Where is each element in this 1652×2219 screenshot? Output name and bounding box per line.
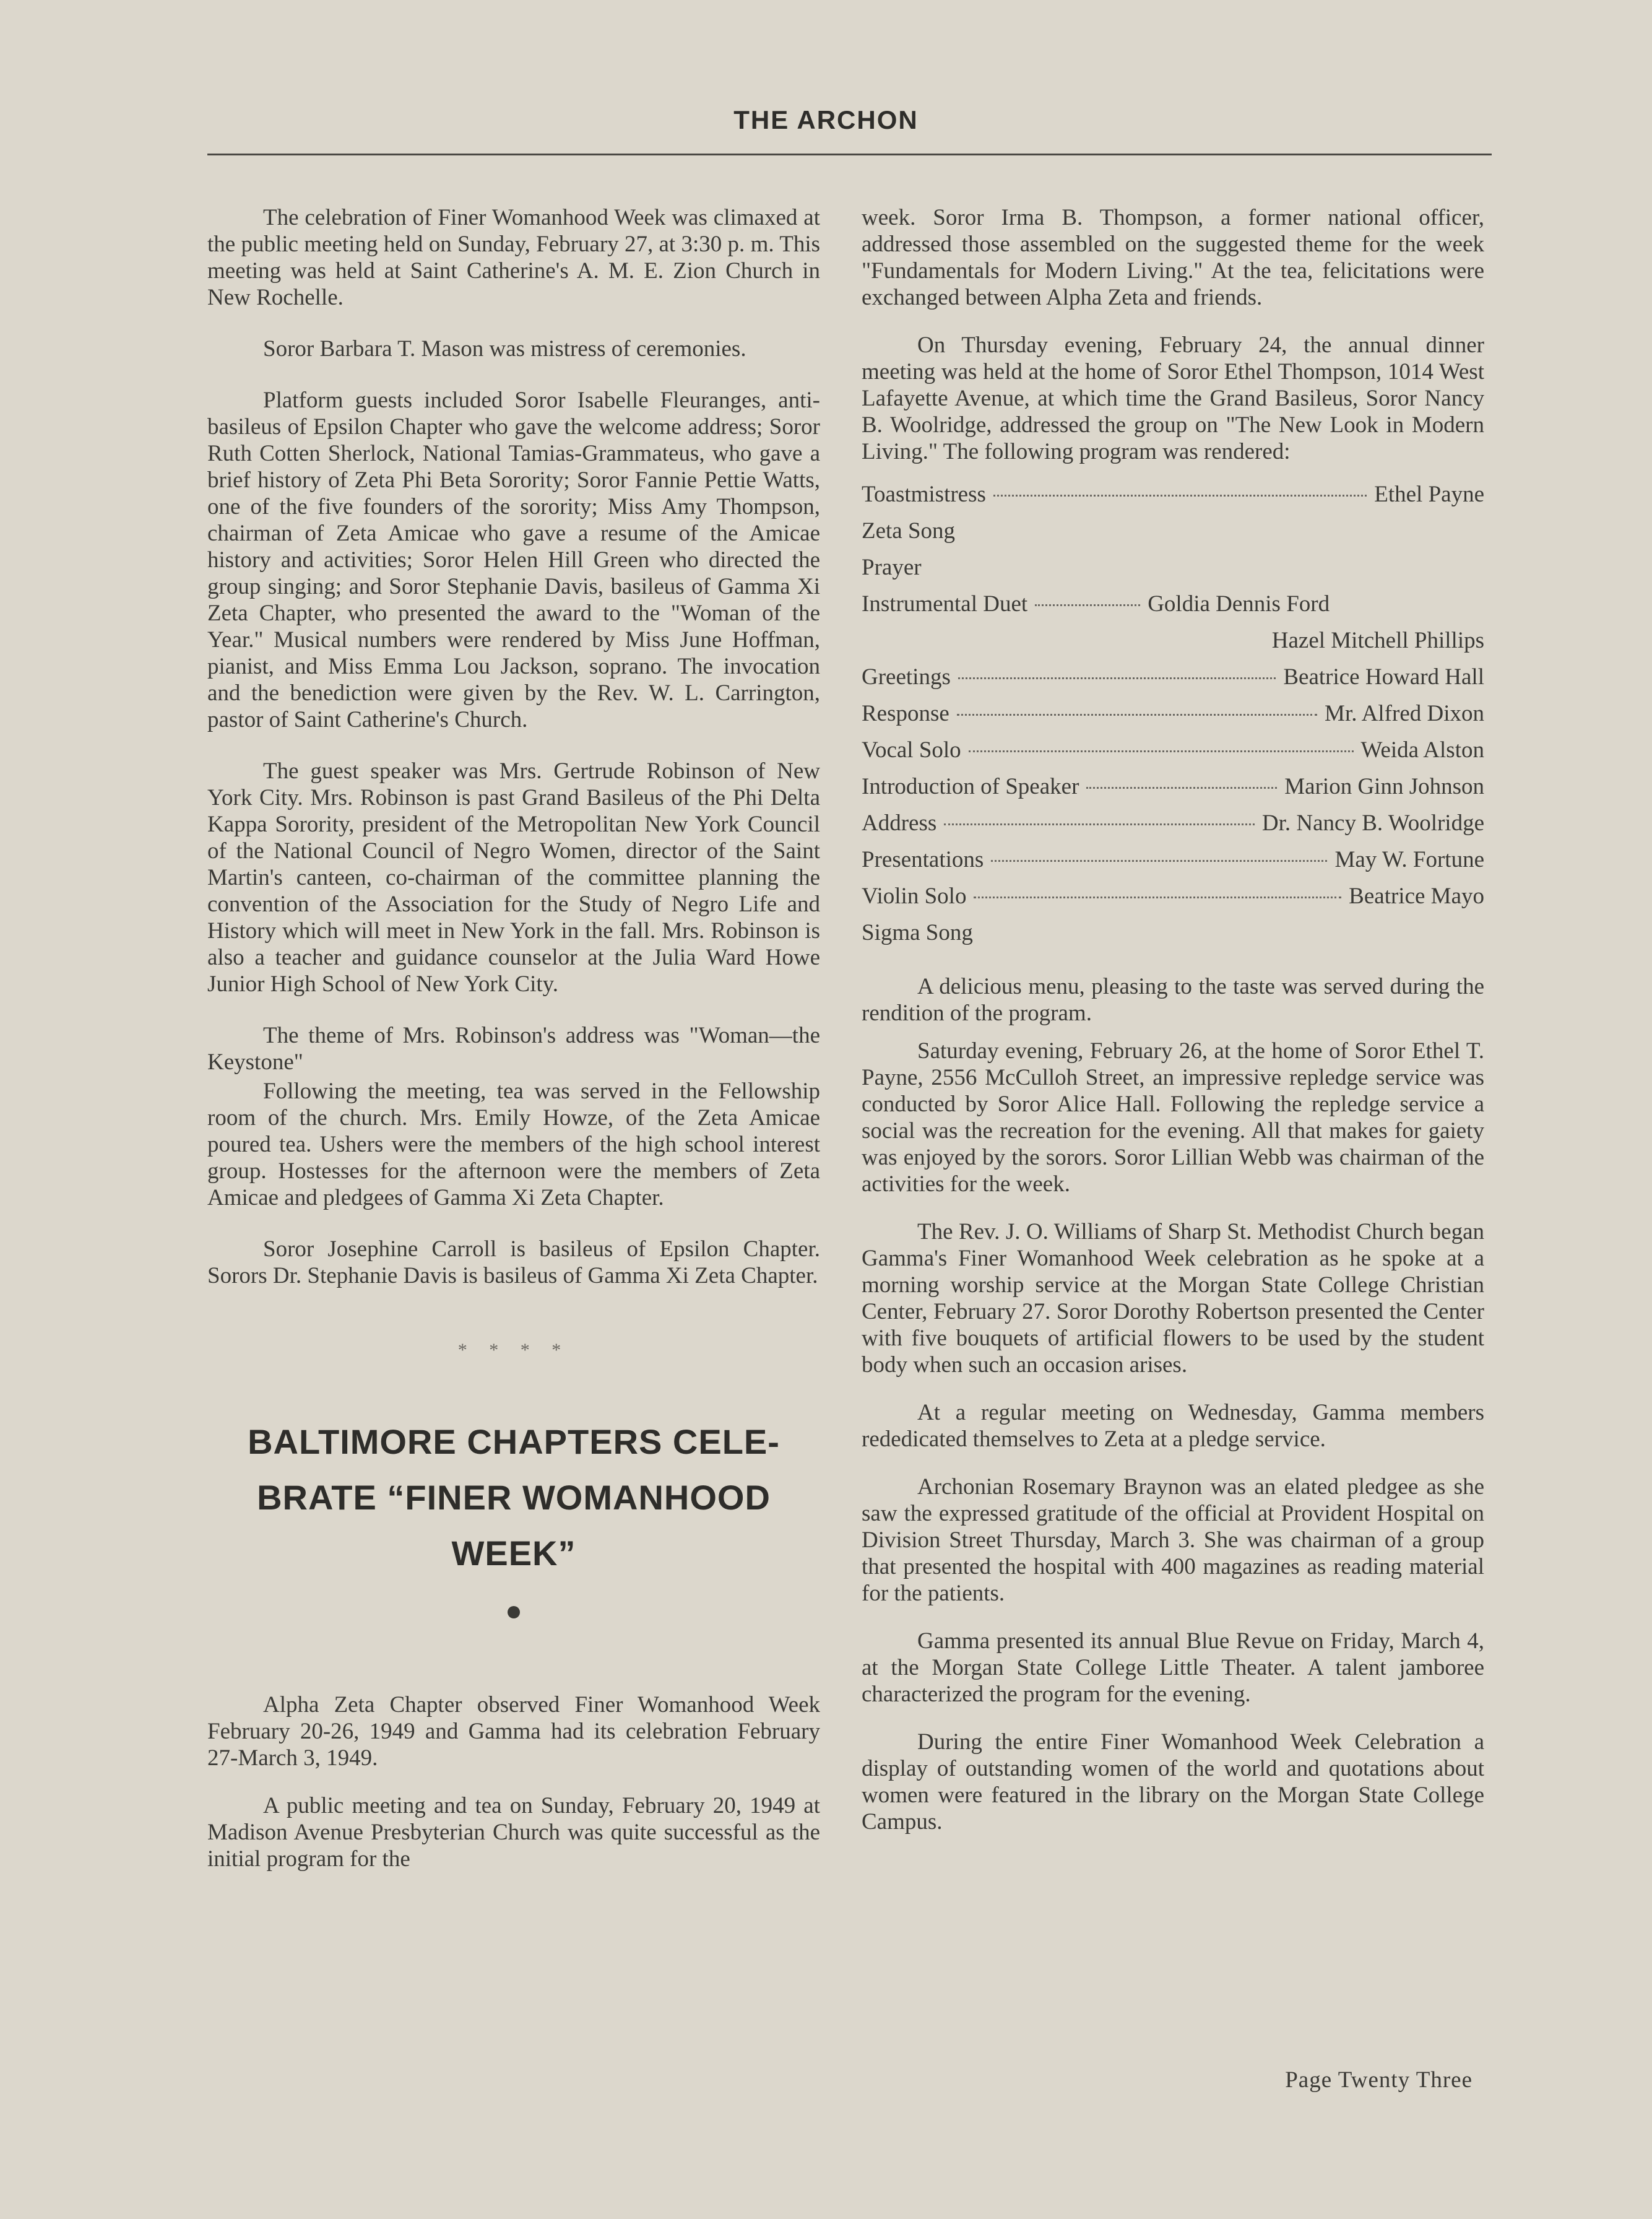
program-performer: Hazel Mitchell Phillips: [1271, 628, 1484, 653]
program-role: Violin Solo: [862, 884, 967, 909]
program-list: [862, 476, 1484, 951]
article-headline: [207, 1414, 820, 1581]
program-role: Presentations: [862, 847, 984, 872]
dot-leader: [974, 897, 1341, 898]
right-column: [862, 204, 1484, 1856]
program-performer: Ethel Payne: [1374, 482, 1484, 507]
program-role: Zeta Song: [862, 518, 956, 544]
dot-leader: [1035, 604, 1140, 606]
dot-leader: [969, 750, 1354, 752]
program-performer: Dr. Nancy B. Woolridge: [1261, 810, 1484, 836]
page-number: Page Twenty Three: [1285, 2067, 1473, 2093]
paragraph: Soror Josephine Carroll is basileus of Epsilon Chapter. Sorors Dr. Stephanie Davis is basileus of Gamma Xi Zeta Chapter.: [207, 1236, 820, 1288]
program-item: [862, 805, 1484, 841]
dot-leader: [958, 677, 1276, 679]
paragraph: The celebration of Finer Womanhood Week was climaxed at the public meeting held on Sunday, February 27, at 3:30 p. m. This meeting was held at Saint Catherine's A. M. E. Zion Church in New Rochelle.: [207, 205, 820, 310]
program-performer: Marion Ginn Johnson: [1284, 774, 1484, 799]
dot-leader: [993, 495, 1367, 497]
program-performer: May W. Fortune: [1334, 847, 1484, 872]
program-item: [862, 513, 1484, 549]
program-performer: Weida Alston: [1360, 737, 1484, 763]
program-role: Vocal Solo: [862, 737, 961, 763]
program-role: Prayer: [862, 555, 922, 580]
program-item: [862, 878, 1484, 914]
paragraph: A delicious menu, pleasing to the taste was served during the rendition of the program.: [862, 974, 1484, 1026]
header-rule: [207, 154, 1492, 155]
paragraph: The Rev. J. O. Williams of Sharp St. Methodist Church began Gamma's Finer Womanhood Week celebration as he spoke at a morning worship service at the Morgan State College Christian Center, February 27. Soror Dorothy Robertson presented the Center with five bouquets of artificial flowers to be used by the student body when such an occasion arises.: [862, 1219, 1484, 1378]
program-item: [862, 914, 1484, 951]
paragraph: Soror Barbara T. Mason was mistress of ceremonies.: [263, 336, 746, 362]
program-role: Toastmistress: [862, 482, 986, 507]
program-role: Response: [862, 701, 949, 726]
headline-line: WEEK”: [451, 1534, 576, 1573]
paragraph: The guest speaker was Mrs. Gertrude Robinson of New York City. Mrs. Robinson is past Grand Basileus of the Phi Delta Kappa Sorority, president of the Metropolitan New York Council of the National Council of Negro Women, director of the Saint Martin's canteen, co-chairman of the committee planning the convention of the Association for the Study of Negro Life and History which will meet in New York in the fall. Mrs. Robinson is also a teacher and guidance counselor at the Julia Ward Howe Junior High School of New York City.: [207, 758, 820, 997]
program-role: Greetings: [862, 664, 951, 690]
program-item: [862, 659, 1484, 695]
paragraph: week. Soror Irma B. Thompson, a former national officer, addressed those assembled on the suggested theme for the week "Fundamentals for Modern Living." At the tea, felicitations were exchanged between Alpha Zeta and friends.: [862, 205, 1484, 310]
program-performer: Beatrice Howard Hall: [1283, 664, 1484, 690]
program-item: [862, 841, 1484, 878]
paragraph: A public meeting and tea on Sunday, February 20, 1949 at Madison Avenue Presbyterian Church was quite successful as the initial program for the: [207, 1793, 820, 1872]
left-column: [207, 204, 820, 1893]
paragraph: During the entire Finer Womanhood Week Celebration a display of outstanding women of the world and quotations about women were featured in the library on the Morgan State College Campus.: [862, 1729, 1484, 1835]
headline-line: BRATE “FINER WOMANHOOD: [257, 1478, 771, 1517]
paragraph: Gamma presented its annual Blue Revue on Friday, March 4, at the Morgan State College Little Theater. A talent jamboree characterized the program for the evening.: [862, 1628, 1484, 1707]
program-item: [862, 549, 1484, 586]
paragraph: Archonian Rosemary Braynon was an elated pledgee as she saw the expressed gratitude of the official at Provident Hospital on Division Street Thursday, March 3. She was chairman of a group that presented the hospital with 400 magazines as reading material for the patients.: [862, 1474, 1484, 1606]
dot-leader: [991, 860, 1327, 862]
dot-leader: [944, 823, 1255, 825]
paragraph: On Thursday evening, February 24, the annual dinner meeting was held at the home of Soror Ethel Thompson, 1014 West Lafayette Avenue, at which time the Grand Basileus, Soror Nancy B. Woolridge, addressed the group on "The New Look in Modern Living." The following program was rendered:: [862, 332, 1484, 464]
program-role: Introduction of Speaker: [862, 774, 1079, 799]
dot-leader: [957, 714, 1317, 716]
page-header-title: THE ARCHON: [733, 105, 919, 134]
paragraph: At a regular meeting on Wednesday, Gamma members rededicated themselves to Zeta at a pledge service.: [862, 1400, 1484, 1452]
program-item: [862, 476, 1484, 513]
paragraph: Following the meeting, tea was served in the Fellowship room of the church. Mrs. Emily Howze, of the Zeta Amicae poured tea. Ushers were the members of the high school interest group. Hostesses for the afternoon were the members of Zeta Amicae and pledgees of Gamma Xi Zeta Chapter.: [207, 1079, 820, 1210]
paragraph: Saturday evening, February 26, at the home of Soror Ethel T. Payne, 2556 McCulloh Street, an impressive repledge service was conducted by Soror Alice Hall. Following the repledge service a social was the recreation for the evening. All that makes for gaiety was enjoyed by the sorors. Soror Lillian Webb was chairman of the activities for the week.: [862, 1038, 1484, 1197]
program-item: [862, 732, 1484, 768]
paragraph: Alpha Zeta Chapter observed Finer Womanhood Week February 20-26, 1949 and Gamma had its celebration February 27-March 3, 1949.: [207, 1692, 820, 1771]
program-performer: Beatrice Mayo: [1349, 884, 1484, 909]
program-role: Sigma Song: [862, 920, 973, 945]
section-separator: * * * *: [457, 1340, 570, 1360]
program-item: [862, 586, 1484, 622]
paragraph: Platform guests included Soror Isabelle Fleuranges, anti-basileus of Epsilon Chapter who gave the welcome address; Soror Ruth Cotten Sherlock, National Tamias-Grammateus, who gave a brief history of Zeta Phi Beta Sorority; Soror Fannie Pettie Watts, one of the five founders of the sorority; Miss Amy Thompson, chairman of Zeta Amicae who gave a resume of the Amicae history and activities; Soror Helen Hill Green who directed the group singing; and Soror Stephanie Davis, basileus of Gamma Xi Zeta Chapter, who presented the award to the "Woman of the Year." Musical numbers were rendered by Miss June Hoffman, pianist, and Miss Emma Lou Jackson, soprano. The invocation and the benediction were given by the Rev. W. L. Carrington, pastor of Saint Catherine's Church.: [207, 388, 820, 732]
paragraph: The theme of Mrs. Robinson's address was "Woman—the Keystone": [207, 1023, 820, 1075]
program-performer: Goldia Dennis Ford: [1148, 591, 1330, 617]
dot-leader: [1086, 787, 1277, 789]
headline-line: BALTIMORE CHAPTERS CELE-: [248, 1422, 780, 1461]
program-item: [862, 768, 1484, 805]
program-performer: Mr. Alfred Dixon: [1325, 701, 1484, 726]
program-item: [862, 695, 1484, 732]
program-role: Instrumental Duet: [862, 591, 1028, 617]
program-role: Address: [862, 810, 937, 836]
bullet-ornament: [508, 1606, 520, 1618]
